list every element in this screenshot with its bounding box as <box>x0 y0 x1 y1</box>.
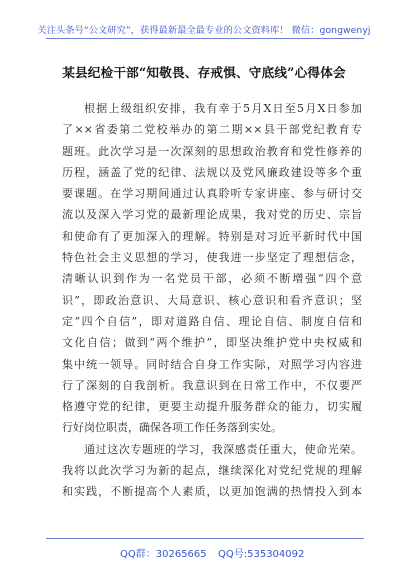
body-line: 流以及深入学习党的最新理论成果，我对党的历史、宗旨 <box>62 208 362 222</box>
header-divider <box>46 38 364 39</box>
body-line: 格遵守党的纪律，更要主动提升服务群众的能力，切实履 <box>62 400 362 414</box>
body-line: 特色社会主义思想的学习，使我进一步坚定了理想信念， <box>62 251 362 265</box>
body-line: 行好岗位职责，确保各项工作任务落到实处。 <box>62 421 282 435</box>
body-line: 和使命有了更加深入的理解。特别是对习近平新时代中国 <box>62 229 362 243</box>
body-line: 识”，即政治意识、大局意识、核心意识和看齐意识；坚 <box>62 293 362 307</box>
body-line: 行了深刻的自我剖析。我意识到在日常工作中，不仅要严 <box>62 378 362 392</box>
qq-contact-number: QQ号:535304092 <box>218 549 305 560</box>
body-line: 题班。此次学习是一次深刻的思想政治教育和党性修养的 <box>62 144 362 158</box>
document-title: 某县纪检干部“知敬畏、存戒惧、守底线”心得体会 <box>62 65 346 80</box>
body-line: 集中统一领导。同时结合自身工作实际，对照学习内容进 <box>62 357 362 371</box>
promo-banner: 关注头条号“公文研究”，获得最新最全最专业的公文资料库！ 微信：gongwenyj <box>37 25 371 36</box>
body-line: 定“四个自信”，即对道路自信、理论自信、制度自信和 <box>62 314 362 328</box>
body-line: 和实践，不断提高个人素质，以更加饱满的热情投入到本 <box>62 485 362 499</box>
body-line: 我将以此次学习为新的起点，继续深化对党纪党规的理解 <box>62 464 362 478</box>
footer-divider <box>46 538 364 539</box>
page-footer <box>0 545 408 559</box>
paragraph-1 <box>62 98 362 439</box>
paragraph-2 <box>62 439 362 503</box>
body-line: 历程，涵盖了党的纪律、法规以及党风廉政建设等多个重 <box>62 165 362 179</box>
body-line: 清晰认识到作为一名党员干部，必须不断增强“四个意 <box>62 272 362 286</box>
qq-group-number: QQ群：30265665 <box>120 549 207 560</box>
body-line: 要课题。在学习期间通过认真聆听专家讲座、参与研讨交 <box>62 187 362 201</box>
body-line: 文化自信；做到“两个维护”，即坚决维护党中央权威和 <box>62 336 362 350</box>
body-line: 根据上级组织安排，我有幸于5月X日至5月X日参加 <box>84 102 362 115</box>
body-line: 了××省委第二党校举办的第二期××县干部党纪教育专 <box>62 123 362 137</box>
body-line: 通过这次专题班的学习，我深感责任重大，使命光荣。 <box>84 442 362 456</box>
document-body <box>62 98 362 503</box>
